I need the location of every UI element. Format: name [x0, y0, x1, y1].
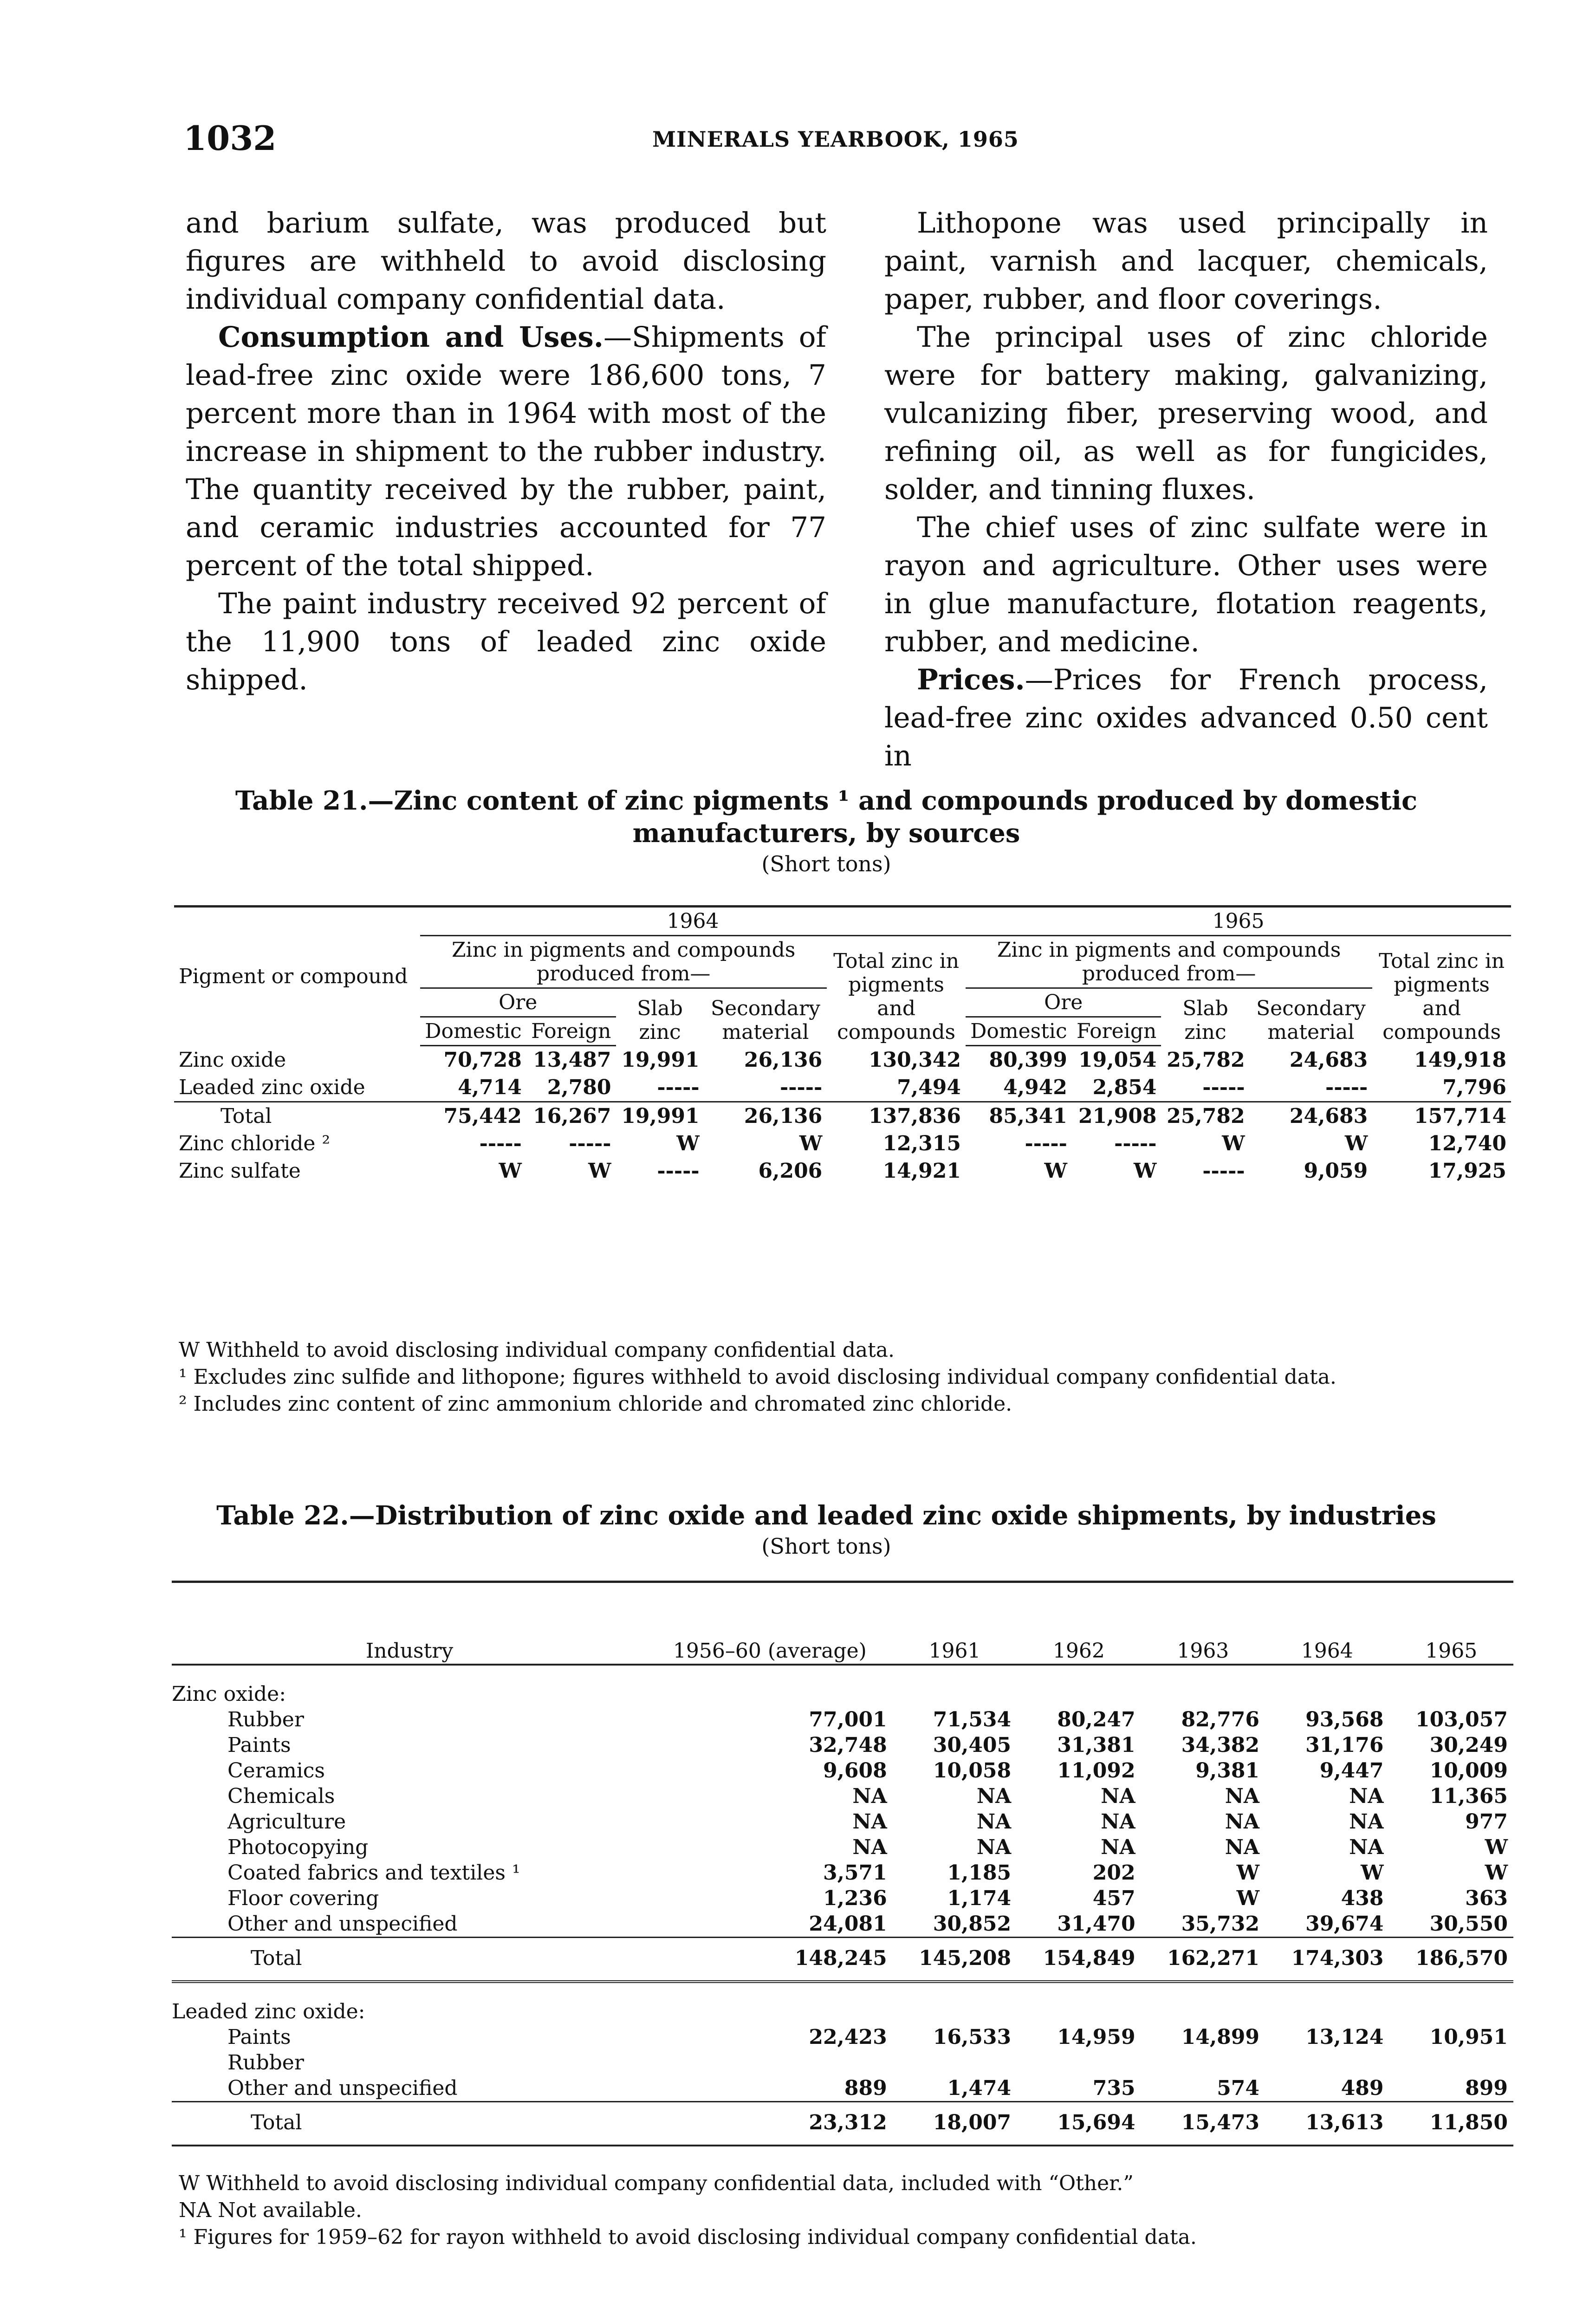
paragraph: and barium sulfate, was produced but figures are withheld to avoid disclosing individual company confidential data.: [186, 207, 826, 316]
slab-header: Slab zinc: [1182, 996, 1228, 1044]
table-cell: 85,341: [966, 1102, 1072, 1130]
table-cell: 30,405: [933, 1733, 1012, 1757]
foreign-header: Foreign: [526, 1017, 616, 1046]
paragraph: The paint industry received 92 percent of the 11,900 tons of leaded zinc oxide shipped.: [186, 587, 826, 696]
table-cell: 148,245: [647, 1938, 893, 1982]
table-cell: 10,951: [1429, 2025, 1508, 2049]
table-cell: NA: [852, 1835, 887, 1859]
table22-units: (Short tons): [761, 1534, 891, 1559]
running-title: MINERALS YEARBOOK, 1965: [652, 127, 1019, 152]
column-header: 1964: [1265, 1582, 1389, 1665]
table-cell: 6,206: [758, 1159, 823, 1183]
table-cell: 12,315: [882, 1132, 961, 1155]
table-cell: NA: [1349, 1835, 1384, 1859]
row-label: Zinc sulfate: [179, 1159, 301, 1183]
table-cell: 19,991: [621, 1048, 700, 1072]
table-cell: 26,136: [744, 1048, 823, 1072]
page-number: 1032: [183, 118, 277, 158]
table-cell: W: [676, 1132, 700, 1155]
row-label: Paints: [227, 2025, 291, 2049]
table-cell: 12,740: [1428, 1132, 1506, 1155]
table-cell: 7,796: [1442, 1076, 1506, 1099]
ore-header: Ore: [966, 988, 1161, 1017]
table-cell: [893, 2050, 1017, 2075]
table-cell: 9,608: [823, 1759, 887, 1783]
table-cell: W: [1134, 1159, 1157, 1183]
paragraph: Lithopone was used principally in paint, varnish and lacquer, chemicals, paper, rubber, and floor coverings.: [884, 207, 1488, 316]
table-cell: NA: [976, 1810, 1012, 1834]
table-row: [174, 1102, 1511, 1130]
table-cell: 363: [1465, 1887, 1508, 1910]
row-label: Total: [172, 1938, 647, 1982]
total-header: Total zinc in pigments and compounds: [833, 949, 960, 1044]
section-row: [172, 1681, 1513, 1707]
table-cell: NA: [976, 1835, 1012, 1859]
footnote: ¹ Figures for 1959–62 for rayon withheld to avoid disclosing individual company confidential data.: [179, 2225, 1197, 2249]
spacer-cell: [172, 1665, 1513, 1681]
table-cell: 574: [1217, 2076, 1260, 2100]
table-row: [172, 1758, 1513, 1783]
paragraph-text: —Prices for French process, lead-free zinc oxides advanced 0.50 cent in: [884, 663, 1488, 772]
table-row: [172, 1886, 1513, 1911]
table-cell: 39,674: [1305, 1912, 1384, 1936]
table-cell: 32,748: [809, 1733, 887, 1757]
table-cell: [1017, 2050, 1141, 2075]
table-cell: NA: [1349, 1784, 1384, 1808]
column-header: 1956–60 (average): [647, 1582, 893, 1665]
table-cell: 4,714: [458, 1076, 522, 1099]
table-cell: -----: [779, 1076, 823, 1099]
table-cell: 9,447: [1319, 1759, 1384, 1783]
table-cell: 11,850: [1389, 2102, 1513, 2146]
table-row: [172, 1938, 1513, 1982]
table-cell: W: [1361, 1861, 1384, 1885]
table-cell: 18,007: [893, 2102, 1017, 2146]
table21-caption: [176, 784, 1476, 876]
table-cell: 10,058: [933, 1759, 1012, 1783]
table-cell: 30,852: [933, 1912, 1012, 1936]
table-cell: NA: [1225, 1835, 1260, 1859]
column-header: 1963: [1141, 1582, 1265, 1665]
secondary-header: Secondary material: [710, 996, 820, 1044]
table-cell: 30,550: [1429, 1912, 1508, 1936]
table-cell: 26,136: [704, 1102, 827, 1130]
table-cell: 10,009: [1429, 1759, 1508, 1783]
table-cell: 93,568: [1305, 1708, 1384, 1731]
table-cell: 17,925: [1428, 1159, 1506, 1183]
table-cell: NA: [852, 1784, 887, 1808]
row-label: Coated fabrics and textiles ¹: [227, 1861, 520, 1885]
table-cell: 154,849: [1017, 1938, 1141, 1982]
table-cell: -----: [1202, 1076, 1245, 1099]
table-row: [172, 2050, 1513, 2075]
run-in-heading: Consumption and Uses.: [218, 321, 604, 354]
table-cell: -----: [1325, 1076, 1368, 1099]
table-cell: -----: [479, 1132, 522, 1155]
table-cell: W: [1222, 1132, 1245, 1155]
table-cell: 23,312: [647, 2102, 893, 2146]
table21-title: Table 21.—Zinc content of zinc pigments ¹ and compounds produced by domestic manufacturers, by sources: [235, 785, 1418, 849]
table-cell: 2,780: [547, 1076, 611, 1099]
table-cell: 19,054: [1078, 1048, 1157, 1072]
section-label: Leaded zinc oxide:: [172, 2000, 365, 2023]
table-cell: 14,899: [1181, 2025, 1260, 2049]
section-row: [172, 1999, 1513, 2024]
table-row: [174, 1157, 1511, 1185]
table-cell: NA: [852, 1810, 887, 1834]
table-cell: 13,613: [1265, 2102, 1389, 2146]
table-cell: 25,782: [1161, 1102, 1249, 1130]
table-cell: 3,571: [823, 1861, 887, 1885]
table-row: [172, 2102, 1513, 2146]
total-header: Total zinc in pigments and compounds: [1379, 949, 1505, 1044]
table21-units: (Short tons): [761, 851, 891, 876]
table-cell: NA: [1101, 1784, 1135, 1808]
table-cell: 130,342: [868, 1048, 961, 1072]
footnote: ¹ Excludes zinc sulfide and lithopone; figures withheld to avoid disclosing individual company confidential data.: [179, 1365, 1336, 1389]
column-header: 1961: [893, 1582, 1017, 1665]
table-cell: 889: [844, 2076, 887, 2100]
table-cell: [1265, 2050, 1389, 2075]
table-cell: [647, 2050, 893, 2075]
run-in-heading: Prices.: [917, 663, 1025, 696]
table-cell: 75,442: [420, 1102, 526, 1130]
table-row: [172, 1809, 1513, 1835]
table-cell: 24,683: [1289, 1048, 1368, 1072]
row-label: Zinc chloride ²: [179, 1132, 331, 1155]
table-cell: -----: [569, 1132, 611, 1155]
table-cell: 14,959: [1057, 2025, 1135, 2049]
secondary-header: Secondary material: [1256, 996, 1366, 1044]
table-cell: 457: [1092, 1887, 1135, 1910]
table-cell: W: [1485, 1835, 1508, 1859]
table-cell: 80,399: [989, 1048, 1067, 1072]
paragraph: The chief uses of zinc sulfate were in rayon and agriculture. Other uses were in glue manufacture, flotation reagents, rubber, and medicine.: [884, 511, 1488, 658]
section-label: Zinc oxide:: [172, 1682, 286, 1706]
foreign-header: Foreign: [1072, 1017, 1161, 1046]
table-cell: 7,494: [897, 1076, 961, 1099]
footnote: W Withheld to avoid disclosing individual company confidential data, included with “Other.”: [179, 2172, 1134, 2195]
table-cell: 16,533: [933, 2025, 1012, 2049]
table-cell: 899: [1465, 2076, 1508, 2100]
slab-header: Slab zinc: [637, 996, 683, 1044]
table-cell: 31,176: [1305, 1733, 1384, 1757]
table-cell: 202: [1092, 1861, 1135, 1885]
table-cell: W: [1344, 1132, 1368, 1155]
table-cell: 103,057: [1415, 1708, 1508, 1731]
table-cell: 145,208: [893, 1938, 1017, 1982]
table-cell: 11,092: [1057, 1759, 1135, 1783]
table-cell: 174,303: [1265, 1938, 1389, 1982]
table-row: [172, 1911, 1513, 1938]
row-label: Photocopying: [227, 1835, 369, 1859]
ore-header: Ore: [420, 988, 616, 1017]
table-cell: 1,174: [947, 1887, 1012, 1910]
right-text-column: [884, 204, 1488, 775]
table-cell: NA: [976, 1784, 1012, 1808]
table-cell: 22,423: [809, 2025, 887, 2049]
row-label: Total: [172, 2102, 647, 2146]
spacer-cell: [172, 1982, 1513, 1999]
table-cell: -----: [657, 1159, 700, 1183]
table-cell: NA: [1225, 1810, 1260, 1834]
table-cell: 1,236: [823, 1887, 887, 1910]
table-cell: 71,534: [933, 1708, 1012, 1731]
table-row: [174, 1074, 1511, 1102]
table-cell: W: [1236, 1861, 1260, 1885]
table-cell: 24,081: [809, 1912, 887, 1936]
table-cell: 82,776: [1181, 1708, 1260, 1731]
row-label: Leaded zinc oxide: [179, 1076, 365, 1099]
running-header: [183, 118, 1488, 160]
row-label: Rubber: [227, 2051, 304, 2075]
table-cell: 19,991: [616, 1102, 704, 1130]
footnote: NA Not available.: [179, 2198, 362, 2222]
table-row: [172, 1860, 1513, 1886]
table-row: [174, 1046, 1511, 1074]
row-label: Zinc oxide: [179, 1048, 286, 1072]
table-cell: 162,271: [1141, 1938, 1265, 1982]
table-cell: 16,267: [526, 1102, 616, 1130]
table-row: [172, 1707, 1513, 1732]
table-cell: -----: [1202, 1159, 1245, 1183]
table-cell: 31,381: [1057, 1733, 1135, 1757]
table-cell: NA: [1101, 1835, 1135, 1859]
year-header: 1964: [420, 907, 966, 936]
table-cell: 977: [1465, 1810, 1508, 1834]
table-cell: 77,001: [809, 1708, 887, 1731]
table-cell: 1,185: [947, 1861, 1012, 1885]
table-cell: 70,728: [443, 1048, 522, 1072]
table-cell: [1141, 2050, 1265, 2075]
table-cell: 30,249: [1429, 1733, 1508, 1757]
table-cell: 9,059: [1304, 1159, 1368, 1183]
table-cell: 15,694: [1017, 2102, 1141, 2146]
spacer-row: [172, 1665, 1513, 1681]
row-label: Paints: [227, 1733, 291, 1757]
footnote: W Withheld to avoid disclosing individual company confidential data.: [179, 1338, 895, 1362]
domestic-header: Domestic: [420, 1017, 526, 1046]
paragraph-text: —Shipments of lead-free zinc oxide were 186,600 tons, 7 percent more than in 1964 with most of the increase in shipment to the rubber industry. The quantity received by the rubber, paint, and ceramic industries accounted for 77 percent of the total shipped.: [186, 321, 826, 582]
column-header: 1965: [1389, 1582, 1513, 1665]
row-label: Rubber: [227, 1708, 304, 1731]
table-cell: 149,918: [1414, 1048, 1506, 1072]
row-label: Floor covering: [227, 1887, 379, 1910]
table-cell: NA: [1225, 1784, 1260, 1808]
table-cell: 137,836: [827, 1102, 966, 1130]
stub-header: Pigment or compound: [174, 907, 420, 1046]
table-cell: 25,782: [1167, 1048, 1245, 1072]
table-cell: 4,942: [1003, 1076, 1067, 1099]
spacer-row: [172, 1982, 1513, 1999]
row-label: Other and unspecified: [227, 1912, 458, 1936]
row-label: Ceramics: [227, 1759, 325, 1783]
column-header: Industry: [172, 1582, 647, 1665]
table22-title: Table 22.—Distribution of zinc oxide and leaded zinc oxide shipments, by industries: [216, 1500, 1436, 1531]
source-group-header: Zinc in pigments and compounds produced from—: [966, 936, 1372, 988]
table-cell: 2,854: [1092, 1076, 1157, 1099]
table-cell: 15,473: [1141, 2102, 1265, 2146]
table-cell: 9,381: [1195, 1759, 1260, 1783]
table-cell: [1389, 2050, 1513, 2075]
table-cell: W: [588, 1159, 611, 1183]
year-header: 1965: [966, 907, 1511, 936]
table-cell: 35,732: [1181, 1912, 1260, 1936]
row-label: Total: [174, 1102, 420, 1130]
table-cell: 157,714: [1372, 1102, 1511, 1130]
table-cell: W: [1236, 1887, 1260, 1910]
row-label: Agriculture: [227, 1810, 346, 1834]
table21-notes: [179, 1337, 1506, 1418]
table-cell: NA: [1101, 1810, 1135, 1834]
table-cell: -----: [657, 1076, 700, 1099]
table-row: [172, 1783, 1513, 1809]
left-text-column: [186, 204, 826, 699]
table-cell: 1,474: [947, 2076, 1012, 2100]
table22-body: [172, 1665, 1513, 2146]
table-row: [172, 2024, 1513, 2050]
table-row: [174, 1130, 1511, 1157]
table-row: [172, 2075, 1513, 2102]
row-label: Chemicals: [227, 1784, 335, 1808]
table-cell: -----: [1025, 1132, 1067, 1155]
table-cell: 13,124: [1305, 2025, 1384, 2049]
table-cell: 13,487: [533, 1048, 611, 1072]
table-cell: -----: [1114, 1132, 1157, 1155]
table-cell: W: [499, 1159, 522, 1183]
table22: [172, 1581, 1513, 2146]
table-cell: W: [799, 1132, 823, 1155]
domestic-header: Domestic: [966, 1017, 1072, 1046]
table-cell: NA: [1349, 1810, 1384, 1834]
table-cell: 14,921: [882, 1159, 961, 1183]
table-cell: 24,683: [1250, 1102, 1373, 1130]
table21: [174, 905, 1511, 1185]
table-cell: 31,470: [1057, 1912, 1135, 1936]
table-cell: 489: [1341, 2076, 1384, 2100]
source-group-header: Zinc in pigments and compounds produced from—: [420, 936, 827, 988]
table-cell: 34,382: [1181, 1733, 1260, 1757]
footnote: ² Includes zinc content of zinc ammonium chloride and chromated zinc chloride.: [179, 1392, 1012, 1416]
table22-notes: [179, 2170, 1506, 2251]
paragraph: [884, 661, 1488, 775]
table-row: [172, 1732, 1513, 1758]
table21-body: [174, 1046, 1511, 1185]
table-cell: 11,365: [1429, 1784, 1508, 1808]
table-cell: W: [1485, 1861, 1508, 1885]
column-header: 1962: [1017, 1582, 1141, 1665]
table-cell: W: [1044, 1159, 1067, 1183]
table-cell: 80,247: [1057, 1708, 1135, 1731]
table-cell: 735: [1092, 2076, 1135, 2100]
table22-caption: [176, 1499, 1476, 1559]
table-cell: 186,570: [1389, 1938, 1513, 1982]
table-row: [172, 1835, 1513, 1860]
table-cell: 21,908: [1072, 1102, 1161, 1130]
row-label: Other and unspecified: [227, 2076, 458, 2100]
table-cell: 438: [1341, 1887, 1384, 1910]
paragraph: The principal uses of zinc chloride were for battery making, galvanizing, vulcanizing fiber, preserving wood, and refining oil, as well as for fungicides, solder, and tinning fluxes.: [884, 321, 1488, 506]
paragraph: [186, 318, 826, 585]
